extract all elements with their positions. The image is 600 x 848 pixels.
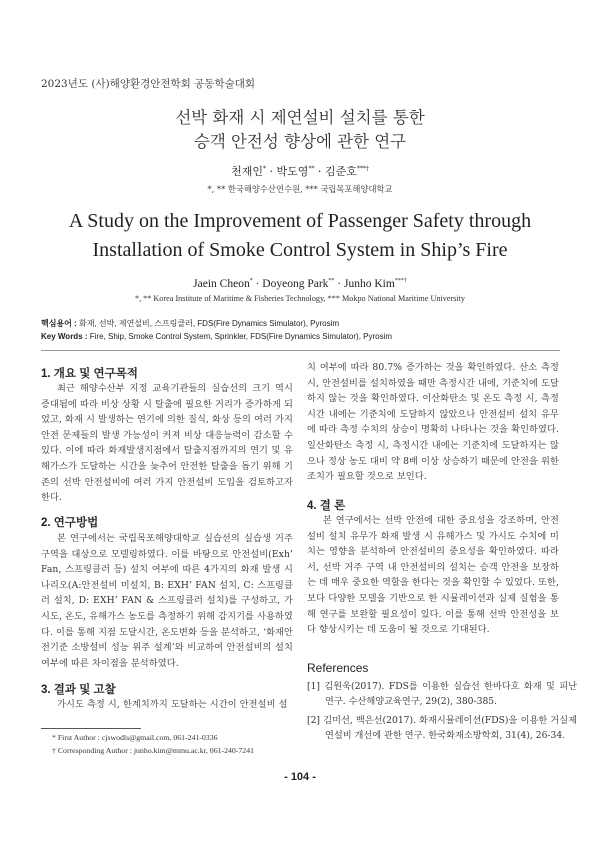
korean-affiliations: *, ** 한국해양수산연수원, *** 국립목포해양대학교 bbox=[207, 184, 393, 194]
section-4-body bbox=[307, 513, 559, 638]
en-author-2-mark: ** bbox=[328, 278, 335, 285]
section-3-body bbox=[41, 697, 293, 713]
en-author-1-mark: * bbox=[249, 278, 253, 285]
reference-2: [2] 김미선, 백은선(2017). 화재시뮬레이션(FDS)을 이용한 거실제연설비 개선에 관한 연구. 한국화재소방학회, 31(4), 26-34. bbox=[307, 715, 577, 742]
section-4-text: 본 연구에서는 선박 안전에 대한 중요성을 강조하며, 안전설비 설치 유무가 화재 발생 시 유해가스 및 가시도 수치에 미치는 영향을 분석하여 안전설비의 중요성을 확인하였다. 따라서, 선박 거주 구역 내 안전설비의 설치는 승객 안전을 보장하는 데 매우 중요한 역할을 한다는 것을 확인할 수 있었다. 또한, 보다 다양한 모델을 기반으로 한 시뮬레이션과 실제 실험을 통해 연구를 보완할 필요성이 있다. 이를 통해 선박 안전성을 보다 향상시키는 데 도움이 될 것으로 기대된다. bbox=[307, 515, 559, 636]
english-keywords-text: Fire, Ship, Smoke Control System, Sprinkler, FDS(Fire Dynamics Simulator), Pyrosim bbox=[87, 332, 393, 341]
conference-header: 2023년도 (사)해양환경안전학회 공동학술대회 bbox=[41, 78, 256, 90]
reference-1: [1] 김원욱(2017). FDS를 이용한 실습선 한바다호 화재 및 피난 연구. 수산해양교육연구, 29(2), 380-385. bbox=[307, 681, 577, 708]
section-1-body bbox=[41, 381, 293, 506]
korean-title-line-2: 승객 안전성 향상에 관한 연구 bbox=[193, 132, 407, 151]
english-keywords bbox=[41, 332, 581, 341]
section-3-text: 가시도 측정 시, 한계치까지 도달하는 시간이 안전설비 설 bbox=[57, 699, 288, 710]
korean-title-line-1: 선박 화재 시 제연설비 설치를 통한 bbox=[175, 108, 425, 127]
footnote-corresponding-author: † Corresponding Author : junho.kim@mmu.ac.kr, 061-240-7241 bbox=[52, 746, 254, 755]
english-keywords-label: Key Words : bbox=[41, 332, 88, 341]
section-3-continued: 치 여부에 따라 80.7% 증가하는 것을 확인하였다. 산소 측정 시, 안전설비를 설치하였을 때만 측정시간 내에, 기준치에 도달하지 않는 것을 확인하였다. 이산화탄소 및 온도 측정 시, 측정시간 내에는 기준치에 도달하지 않았으나 안전설비 설치 유무에 따라 측정 수치의 상승이 명확히 나타나는 것을 확인하였다. 일산화탄소 측정 시, 측정시간 내에는 기준치에 도달하지는 않으나 정상 농도 대비 약 8배 이상 상승하기 때문에 안전을 위한 조치가 필요할 것으로 보인다. bbox=[307, 362, 559, 483]
korean-authors bbox=[0, 163, 600, 179]
divider bbox=[41, 350, 560, 351]
section-2-title: 2. 연구방법 bbox=[41, 517, 99, 529]
en-author-separator: · bbox=[252, 278, 263, 290]
author-2: 박도영 bbox=[276, 165, 309, 178]
english-title-line-1: A Study on the Improvement of Passenger Safety through bbox=[68, 210, 532, 232]
korean-keywords-text: 화재, 선박, 제연설비, 스프링클러, FDS(Fire Dynamics Simulator), Pyrosim bbox=[76, 319, 340, 328]
section-1-text: 최근 해양수산부 지정 교육기관들의 실습선의 크기 역시 증대됨에 따라 비상 상황 시 탈출에 필요한 거리가 증가하게 되었고, 화재 시 발생하는 연기에 의한 질식, 화상 등의 여러 가지 안전 문제들의 발생 가능성이 커져 비상 대응능력이 감소할 수 있다. 이에 따라 화재발생지점에서 탈출지점까지의 연기 및 유해가스가 도달하는 시간을 늦추어 안전한 탈출을 돕기 위해 기존의 선박 안전설비에 여러 가지 안전설비 도입을 검토하고자 한다. bbox=[41, 383, 293, 504]
author-separator: · bbox=[314, 165, 325, 178]
en-author-3-mark: ***† bbox=[394, 278, 407, 285]
section-2-body bbox=[41, 531, 293, 671]
footnote-divider bbox=[41, 728, 141, 729]
author-1-mark: * bbox=[263, 165, 267, 173]
references-title: References bbox=[307, 661, 369, 675]
author-2-mark: ** bbox=[308, 165, 315, 173]
english-authors bbox=[0, 278, 600, 290]
en-author-2: Doyeong Park bbox=[262, 278, 329, 290]
section-4-title: 4. 결 론 bbox=[307, 500, 346, 512]
section-1-title: 1. 개요 및 연구목적 bbox=[41, 368, 138, 380]
page-number: - 104 - bbox=[284, 771, 316, 783]
author-1: 천재인 bbox=[231, 165, 264, 178]
author-separator: · bbox=[266, 165, 277, 178]
english-affiliations: *, ** Korea Institute of Maritime & Fisheries Technology, *** Mokpo National Maritime University bbox=[134, 294, 466, 303]
en-author-3: Junho Kim bbox=[344, 278, 395, 290]
section-3-title: 3. 결과 및 고찰 bbox=[41, 684, 116, 696]
footnote-first-author: * First Author : cjswodls@gmail.com, 061-241-0336 bbox=[52, 733, 218, 742]
author-3-mark: ***† bbox=[356, 165, 369, 173]
author-3: 김준호 bbox=[324, 165, 357, 178]
english-title-line-2: Installation of Smoke Control System in Ship’s Fire bbox=[92, 239, 508, 261]
korean-keywords bbox=[41, 318, 581, 329]
en-author-1: Jaein Cheon bbox=[193, 278, 250, 290]
en-author-separator: · bbox=[334, 278, 345, 290]
section-2-text: 본 연구에서는 국립목포해양대학교 실습선의 실습생 거주 구역을 대상으로 모델링하였다. 이를 바탕으로 안전설비(Exh’ Fan, 스프링클러 등) 설치 여부에 따른 4가지의 화재 발생 시나리오(A:안전설비 미설치, B: EXH’ FAN 설치, C: 스프링클러 설치, D: EXH’ FAN & 스프링클러 설치)를 구성하고, 가시도, 온도, 유해가스 농도를 측정하기 위해 감지기를 사용하였다. 이를 통해 지점 도달시간, 온도변화 등을 분석하고, ‘화재안전기준 소방설비 성능 위주 설계’와 비교하여 안전설비의 설치 여부에 따른 차이점을 분석하였다. bbox=[41, 533, 293, 669]
korean-keywords-label: 핵심용어 : bbox=[41, 319, 77, 328]
